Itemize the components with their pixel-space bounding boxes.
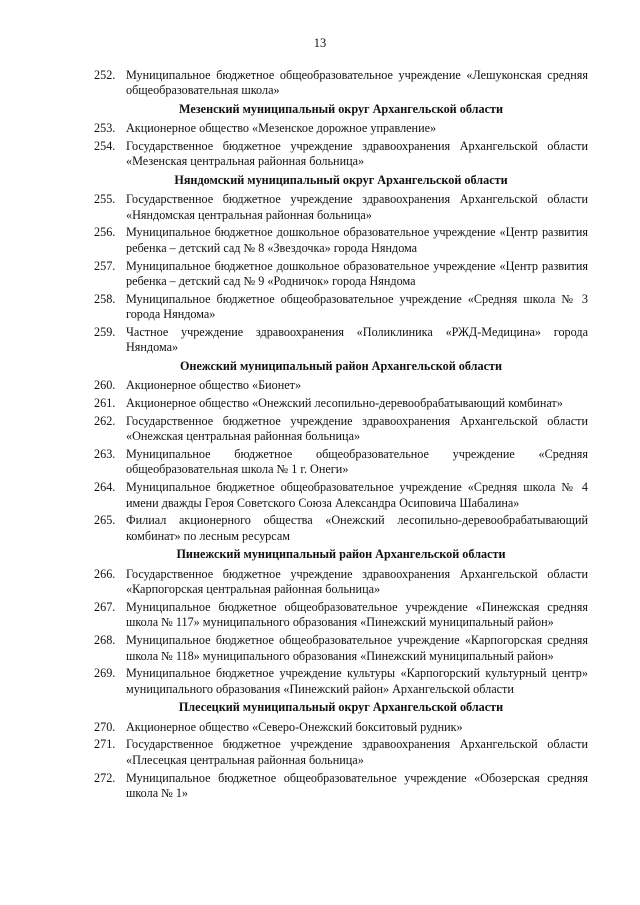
section-heading: Онежский муниципальный район Архангельской области [179,358,503,373]
list-item [94,139,588,170]
item-number: 267. [94,599,116,614]
list-item [94,720,588,735]
item-text: Муниципальное бюджетное общеобразовательное учреждение «Средняя школа № 4 имени дважды Героя Советского Союза Александра Осиповича Шабалина» [126,480,588,510]
list-item [94,447,588,478]
item-number: 259. [94,325,116,340]
list-item [94,567,588,598]
item-number: 258. [94,291,116,306]
item-text: Муниципальное бюджетное общеобразовательное учреждение «Средняя общеобразовательная школа № 1 г. Онеги» [126,447,588,477]
item-text: Акционерное общество «Мезенское дорожное управление» [126,121,437,136]
item-text: Муниципальное бюджетное дошкольное образовательное учреждение «Центр развития ребенка – детский сад № 9 «Родничок» города Няндома [126,258,588,289]
item-text: Муниципальное бюджетное дошкольное образовательное учреждение «Центр развития ребенка – детский сад № 8 «Звездочка» города Няндома [126,225,588,255]
page-number: 13 [313,36,327,50]
item-text: Акционерное общество «Онежский лесопильно-деревообрабатывающий комбинат» [126,396,563,411]
item-number: 253. [94,121,116,136]
item-text: Государственное бюджетное учреждение здравоохранения Архангельской области «Мезенская центральная районная больница» [126,139,588,169]
list-item [94,513,588,544]
list-item [94,68,588,99]
section-heading: Няндомский муниципальный округ Архангельской области [174,172,508,187]
item-text: Частное учреждение здравоохранения «Поликлиника «РЖД-Медицина» города Няндома» [126,325,588,355]
list-item [94,259,588,290]
list-item [94,666,588,697]
item-text: Государственное бюджетное учреждение здравоохранения Архангельской области «Плесецкая центральная районная больница» [126,737,588,767]
item-text: Муниципальное бюджетное учреждение культуры «Карпогорский культурный центр» муниципального образования «Пинежский район» Архангельской области [126,666,588,696]
item-text: Муниципальное бюджетное общеобразовательное учреждение «Пинежская средняя школа № 117» муниципального образования «Пинежский муниципальный район» [126,599,588,630]
section-heading: Мезенский муниципальный округ Архангельской области [179,101,503,116]
list-item [94,192,588,223]
item-number: 263. [94,447,116,462]
item-text: Муниципальное бюджетное общеобразовательное учреждение «Средняя школа № 3 города Няндома» [126,291,588,322]
list-item [94,480,588,511]
item-number: 257. [94,258,116,273]
item-text: Государственное бюджетное учреждение здравоохранения Архангельской области «Карпогорская центральная районная больница» [126,566,588,597]
section-heading: Пинежский муниципальный район Архангельской области [176,547,506,562]
item-text: Акционерное общество «Бионет» [126,378,302,393]
list-item [94,325,588,356]
item-text: Государственное бюджетное учреждение здравоохранения Архангельской области «Няндомская центральная районная больница» [126,192,588,222]
item-number: 271. [94,737,116,752]
item-number: 261. [94,396,116,411]
item-number: 272. [94,770,116,785]
list-item [94,121,588,136]
item-number: 262. [94,413,116,428]
list-item [94,292,588,323]
list-item [94,378,588,393]
item-text: Акционерное общество «Северо-Онежский бокситовый рудник» [126,719,463,734]
item-text: Филиал акционерного общества «Онежский лесопильно-деревообрабатывающий комбинат» по лесным ресурсам [126,513,588,543]
item-number: 255. [94,192,116,207]
list-item [94,414,588,445]
section-heading: Плесецкий муниципальный округ Архангельской области [178,700,504,715]
document-body [94,68,588,804]
item-number: 270. [94,719,116,734]
item-number: 269. [94,666,116,681]
list-item [94,771,588,802]
item-number: 260. [94,378,116,393]
item-number: 265. [94,513,116,528]
list-item [94,225,588,256]
list-item [94,396,588,411]
item-number: 264. [94,480,116,495]
list-item [94,600,588,631]
item-number: 256. [94,225,116,240]
item-text: Государственное бюджетное учреждение здравоохранения Архангельской области «Онежская центральная районная больница» [126,413,588,444]
item-text: Муниципальное бюджетное общеобразовательное учреждение «Лешуконская средняя общеобразовательная школа» [126,68,588,98]
item-number: 252. [94,68,116,82]
item-number: 268. [94,633,116,648]
item-text: Муниципальное бюджетное общеобразовательное учреждение «Карпогорская средняя школа № 118» муниципального образования «Пинежский муниципальный район» [126,633,588,663]
item-text: Муниципальное бюджетное общеобразовательное учреждение «Обозерская средняя школа № 1» [126,770,588,800]
list-item [94,737,588,768]
list-item [94,633,588,664]
item-number: 254. [94,139,116,154]
item-number: 266. [94,566,116,581]
